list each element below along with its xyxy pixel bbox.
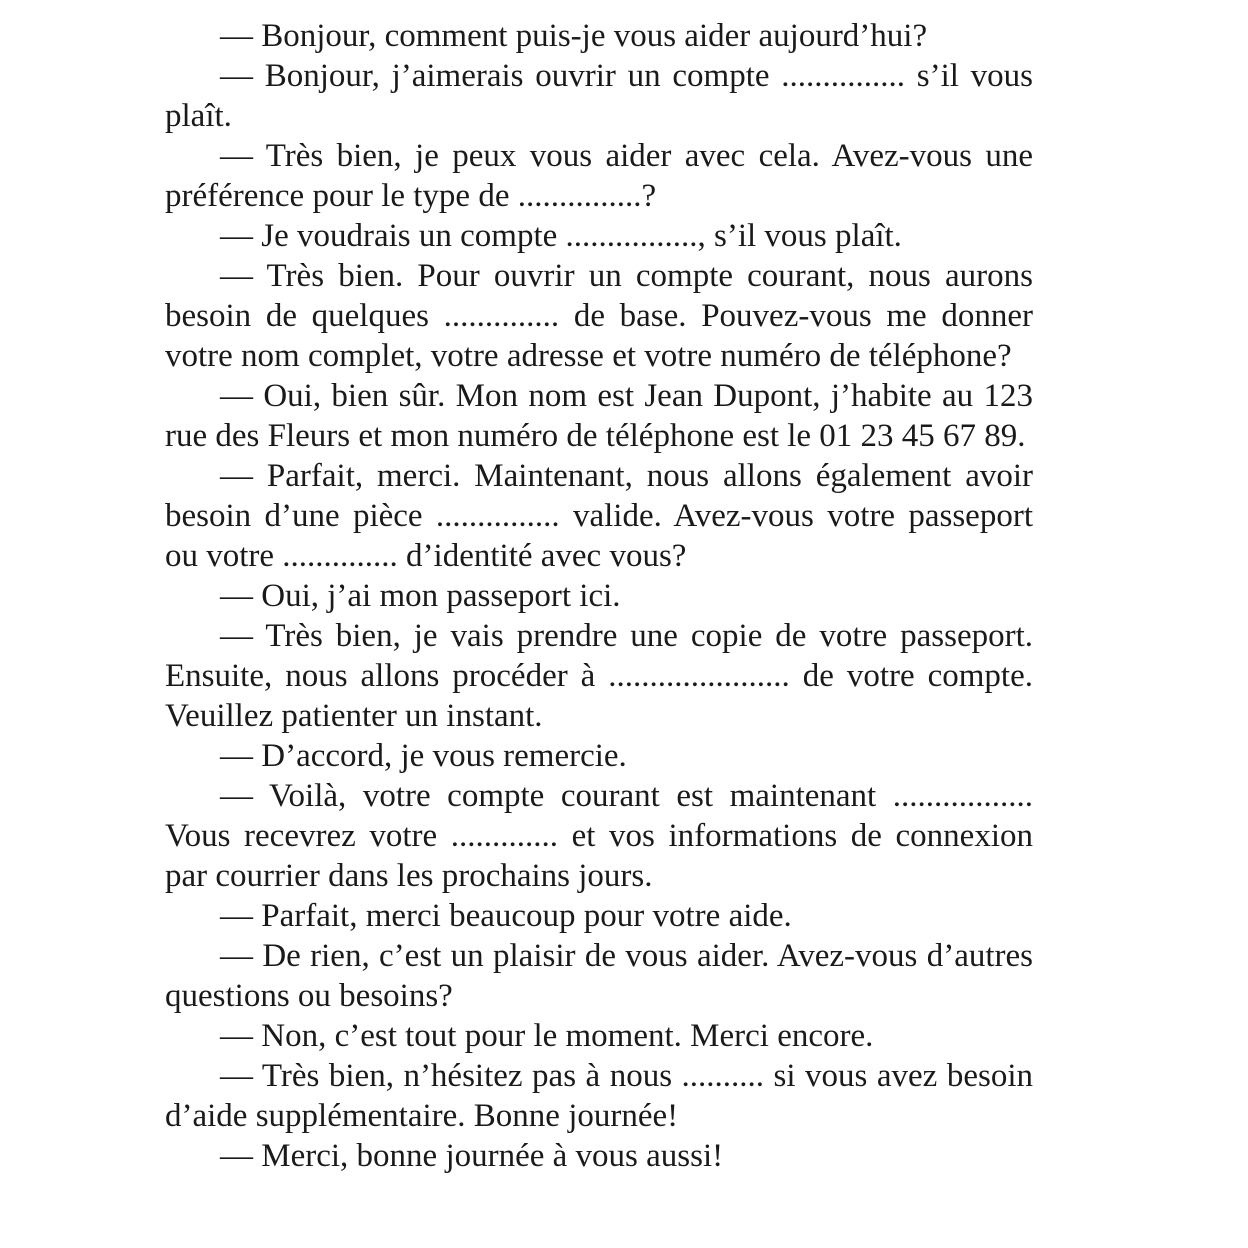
dialogue-line: — Merci, bonne journée à vous aussi! (220, 1138, 724, 1174)
dialogue-line: — Bonjour, comment puis-je vous aider aujourd’hui? (220, 18, 928, 54)
dialogue-line: — Très bien, n’hésitez pas à nous .......... si vous avez besoin d’aide supplémentaire. Bonne journée! (165, 1058, 1033, 1134)
dialogue-line: — Oui, j’ai mon passeport ici. (220, 578, 621, 614)
dialogue-text (165, 16, 1033, 1176)
dialogue-line: — D’accord, je vous remercie. (220, 738, 627, 774)
dialogue-line: — Oui, bien sûr. Mon nom est Jean Dupont, j’habite au 123 rue des Fleurs et mon numéro de téléphone est le 01 23 45 67 89. (165, 378, 1033, 454)
dialogue-line: — Très bien, je peux vous aider avec cela. Avez-vous une préférence pour le type de ...............? (165, 138, 1033, 214)
dialogue-line: — Très bien, je vais prendre une copie de votre passeport. Ensuite, nous allons procéder à ...................... de votre compte. Veuillez patienter un instant. (165, 618, 1033, 734)
dialogue-line: — Je voudrais un compte ................, s’il vous plaît. (220, 218, 902, 254)
dialogue-line: — Voilà, votre compte courant est maintenant ................. Vous recevrez votre ............. et vos informations de connexion par courrier dans les prochains jours. (165, 778, 1033, 894)
dialogue-line: — Très bien. Pour ouvrir un compte courant, nous aurons besoin de quelques .............. de base. Pouvez-vous me donner votre nom complet, votre adresse et votre numéro de téléphone? (165, 258, 1033, 374)
dialogue-line: — Parfait, merci beaucoup pour votre aide. (220, 898, 792, 934)
dialogue-line: — Non, c’est tout pour le moment. Merci encore. (220, 1018, 874, 1054)
dialogue-line: — De rien, c’est un plaisir de vous aider. Avez-vous d’autres questions ou besoins? (165, 938, 1033, 1014)
dialogue-line: — Parfait, merci. Maintenant, nous allons également avoir besoin d’une pièce ............... valide. Avez-vous votre passeport ou votre .............. d’identité avec vous? (165, 458, 1033, 574)
dialogue-line: — Bonjour, j’aimerais ouvrir un compte ............... s’il vous plaît. (165, 58, 1033, 134)
